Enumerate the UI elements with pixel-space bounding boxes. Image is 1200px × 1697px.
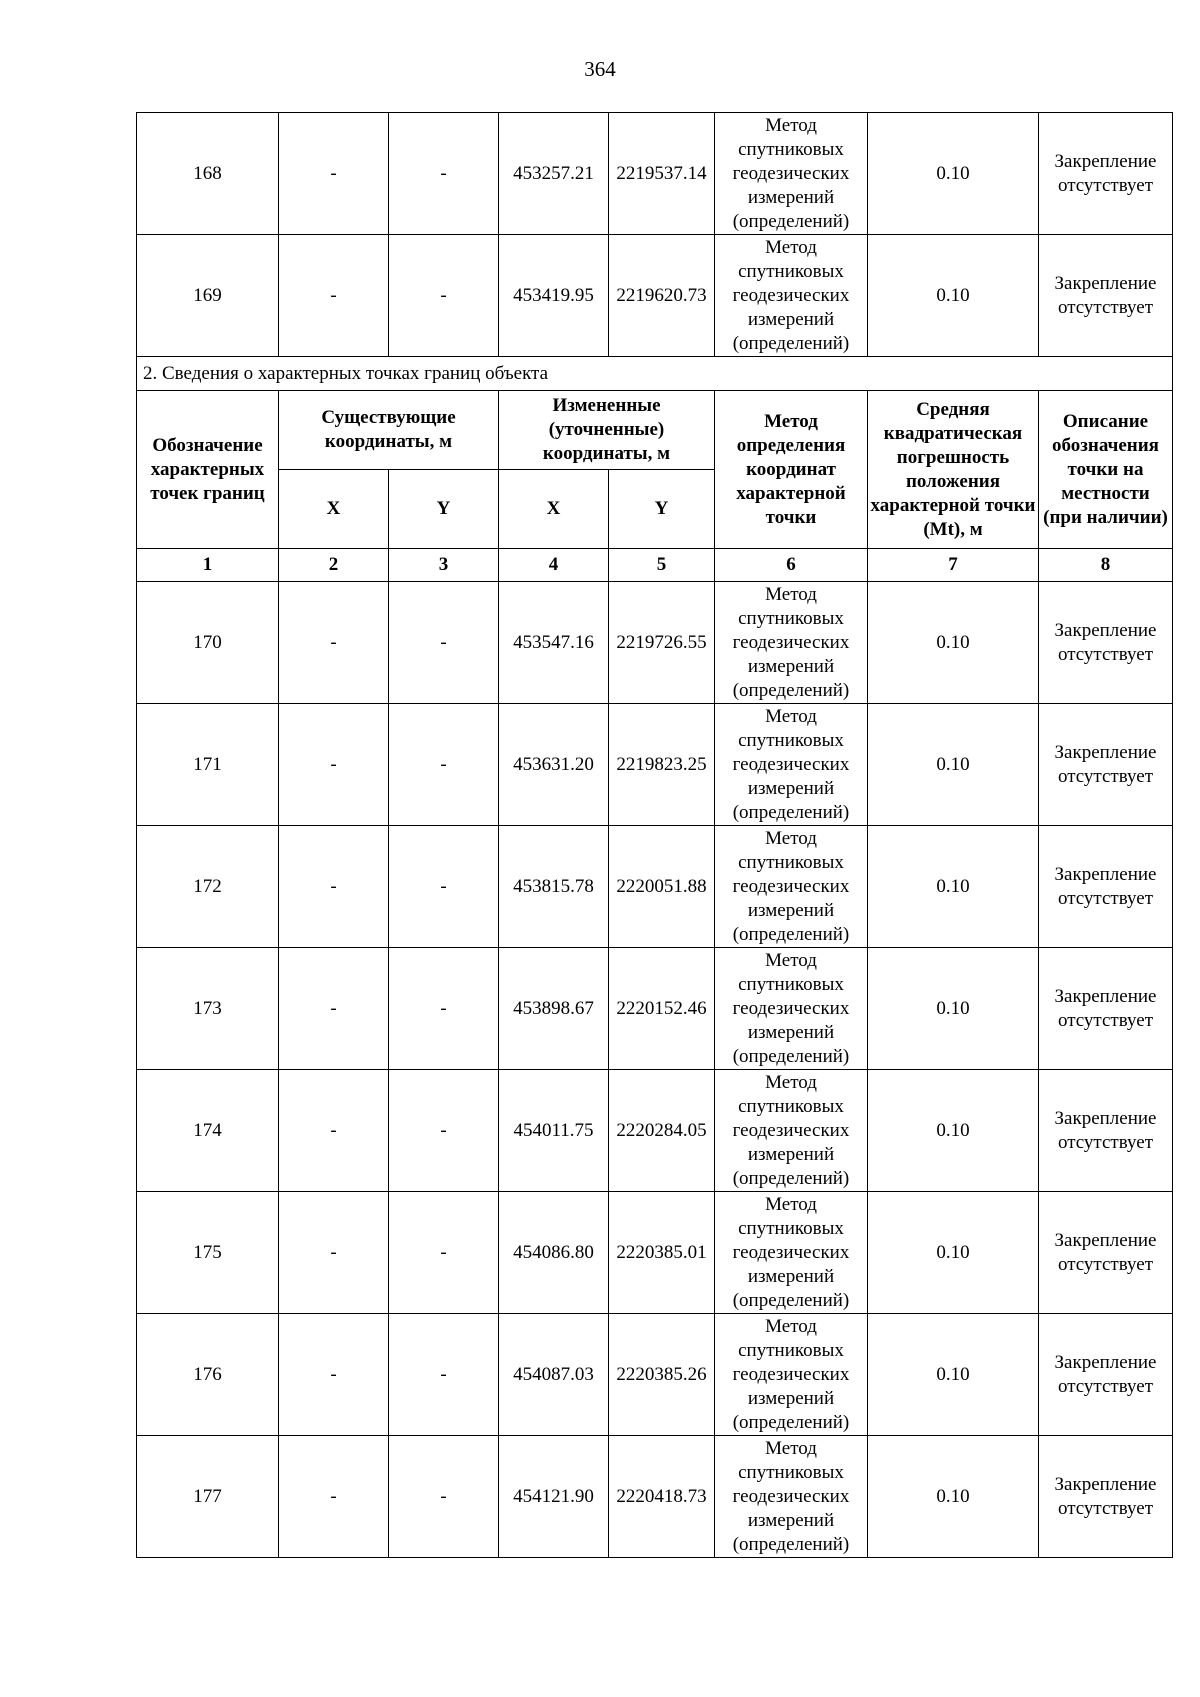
table-row	[137, 948, 1173, 1070]
existing-y-cell: -	[389, 1192, 499, 1314]
method-cell: Метод спутниковых геодезических измерений (определений)	[715, 948, 868, 1070]
header-existing-x: X	[279, 470, 389, 549]
section-row	[137, 357, 1173, 391]
column-number: 3	[389, 549, 499, 582]
point-designation-cell: 175	[137, 1192, 279, 1314]
column-number: 6	[715, 549, 868, 582]
point-designation-cell: 170	[137, 582, 279, 704]
method-cell: Метод спутниковых геодезических измерений (определений)	[715, 235, 868, 357]
method-cell: Метод спутниковых геодезических измерений (определений)	[715, 1314, 868, 1436]
changed-x-cell: 454086.80	[499, 1192, 609, 1314]
header-existing-coords: Существующие координаты, м	[279, 391, 499, 470]
column-number: 8	[1039, 549, 1173, 582]
column-number: 2	[279, 549, 389, 582]
point-designation-cell: 169	[137, 235, 279, 357]
changed-y-cell: 2219537.14	[609, 113, 715, 235]
existing-y-cell: -	[389, 113, 499, 235]
changed-x-cell: 454011.75	[499, 1070, 609, 1192]
existing-y-cell: -	[389, 704, 499, 826]
changed-x-cell: 453631.20	[499, 704, 609, 826]
description-cell: Закрепление отсутствует	[1039, 704, 1173, 826]
existing-y-cell: -	[389, 1436, 499, 1558]
table-row	[137, 704, 1173, 826]
point-designation-cell: 177	[137, 1436, 279, 1558]
section-group	[137, 357, 1173, 582]
table-row	[137, 826, 1173, 948]
existing-x-cell: -	[279, 113, 389, 235]
method-cell: Метод спутниковых геодезических измерений (определений)	[715, 826, 868, 948]
error-cell: 0.10	[868, 1314, 1039, 1436]
header-changed-y: Y	[609, 470, 715, 549]
existing-x-cell: -	[279, 948, 389, 1070]
error-cell: 0.10	[868, 826, 1039, 948]
changed-y-cell: 2220385.26	[609, 1314, 715, 1436]
changed-y-cell: 2220385.01	[609, 1192, 715, 1314]
point-designation-cell: 171	[137, 704, 279, 826]
header-description: Описание обозначения точки на местности (при наличии)	[1039, 391, 1173, 549]
error-cell: 0.10	[868, 1436, 1039, 1558]
existing-x-cell: -	[279, 1070, 389, 1192]
changed-x-cell: 454121.90	[499, 1436, 609, 1558]
existing-x-cell: -	[279, 826, 389, 948]
changed-y-cell: 2219726.55	[609, 582, 715, 704]
existing-y-cell: -	[389, 582, 499, 704]
changed-x-cell: 453419.95	[499, 235, 609, 357]
changed-x-cell: 454087.03	[499, 1314, 609, 1436]
method-cell: Метод спутниковых геодезических измерений (определений)	[715, 582, 868, 704]
existing-x-cell: -	[279, 704, 389, 826]
table-row	[137, 1070, 1173, 1192]
description-cell: Закрепление отсутствует	[1039, 1314, 1173, 1436]
main-rows-group	[137, 582, 1173, 1558]
description-cell: Закрепление отсутствует	[1039, 235, 1173, 357]
changed-y-cell: 2220051.88	[609, 826, 715, 948]
existing-x-cell: -	[279, 1192, 389, 1314]
error-cell: 0.10	[868, 582, 1039, 704]
existing-y-cell: -	[389, 826, 499, 948]
point-designation-cell: 168	[137, 113, 279, 235]
column-number: 4	[499, 549, 609, 582]
existing-x-cell: -	[279, 582, 389, 704]
changed-y-cell: 2220152.46	[609, 948, 715, 1070]
existing-x-cell: -	[279, 1314, 389, 1436]
boundary-points-table	[136, 112, 1173, 1558]
existing-y-cell: -	[389, 1314, 499, 1436]
description-cell: Закрепление отсутствует	[1039, 113, 1173, 235]
header-changed-coords: Измененные (уточненные) координаты, м	[499, 391, 715, 470]
table-row	[137, 235, 1173, 357]
column-number: 5	[609, 549, 715, 582]
header-row-top	[137, 391, 1173, 470]
table-row	[137, 113, 1173, 235]
description-cell: Закрепление отсутствует	[1039, 1070, 1173, 1192]
changed-y-cell: 2220418.73	[609, 1436, 715, 1558]
changed-x-cell: 453898.67	[499, 948, 609, 1070]
method-cell: Метод спутниковых геодезических измерений (определений)	[715, 113, 868, 235]
changed-x-cell: 453257.21	[499, 113, 609, 235]
description-cell: Закрепление отсутствует	[1039, 948, 1173, 1070]
existing-y-cell: -	[389, 948, 499, 1070]
method-cell: Метод спутниковых геодезических измерений (определений)	[715, 1192, 868, 1314]
description-cell: Закрепление отсутствует	[1039, 582, 1173, 704]
changed-y-cell: 2219823.25	[609, 704, 715, 826]
top-rows-group	[137, 113, 1173, 357]
point-designation-cell: 172	[137, 826, 279, 948]
page-number: 364	[584, 57, 616, 81]
point-designation-cell: 174	[137, 1070, 279, 1192]
description-cell: Закрепление отсутствует	[1039, 1192, 1173, 1314]
point-designation-cell: 173	[137, 948, 279, 1070]
description-cell: Закрепление отсутствует	[1039, 826, 1173, 948]
section-title: 2. Сведения о характерных точках границ объекта	[137, 357, 1173, 391]
existing-x-cell: -	[279, 235, 389, 357]
header-method: Метод определения координат характерной точки	[715, 391, 868, 549]
point-designation-cell: 176	[137, 1314, 279, 1436]
error-cell: 0.10	[868, 948, 1039, 1070]
method-cell: Метод спутниковых геодезических измерений (определений)	[715, 704, 868, 826]
method-cell: Метод спутниковых геодезических измерений (определений)	[715, 1436, 868, 1558]
error-cell: 0.10	[868, 113, 1039, 235]
header-point-designation: Обозначение характерных точек границ	[137, 391, 279, 549]
column-number-row	[137, 549, 1173, 582]
error-cell: 0.10	[868, 704, 1039, 826]
changed-x-cell: 453815.78	[499, 826, 609, 948]
table-row	[137, 1436, 1173, 1558]
error-cell: 0.10	[868, 235, 1039, 357]
column-number: 7	[868, 549, 1039, 582]
column-number: 1	[137, 549, 279, 582]
header-existing-y: Y	[389, 470, 499, 549]
table-row	[137, 582, 1173, 704]
header-changed-x: X	[499, 470, 609, 549]
header-error: Средняя квадратическая погрешность положения характерной точки (Mt), м	[868, 391, 1039, 549]
existing-y-cell: -	[389, 1070, 499, 1192]
table-row	[137, 1314, 1173, 1436]
error-cell: 0.10	[868, 1070, 1039, 1192]
error-cell: 0.10	[868, 1192, 1039, 1314]
existing-y-cell: -	[389, 235, 499, 357]
existing-x-cell: -	[279, 1436, 389, 1558]
changed-y-cell: 2220284.05	[609, 1070, 715, 1192]
description-cell: Закрепление отсутствует	[1039, 1436, 1173, 1558]
method-cell: Метод спутниковых геодезических измерений (определений)	[715, 1070, 868, 1192]
table-row	[137, 1192, 1173, 1314]
changed-y-cell: 2219620.73	[609, 235, 715, 357]
changed-x-cell: 453547.16	[499, 582, 609, 704]
